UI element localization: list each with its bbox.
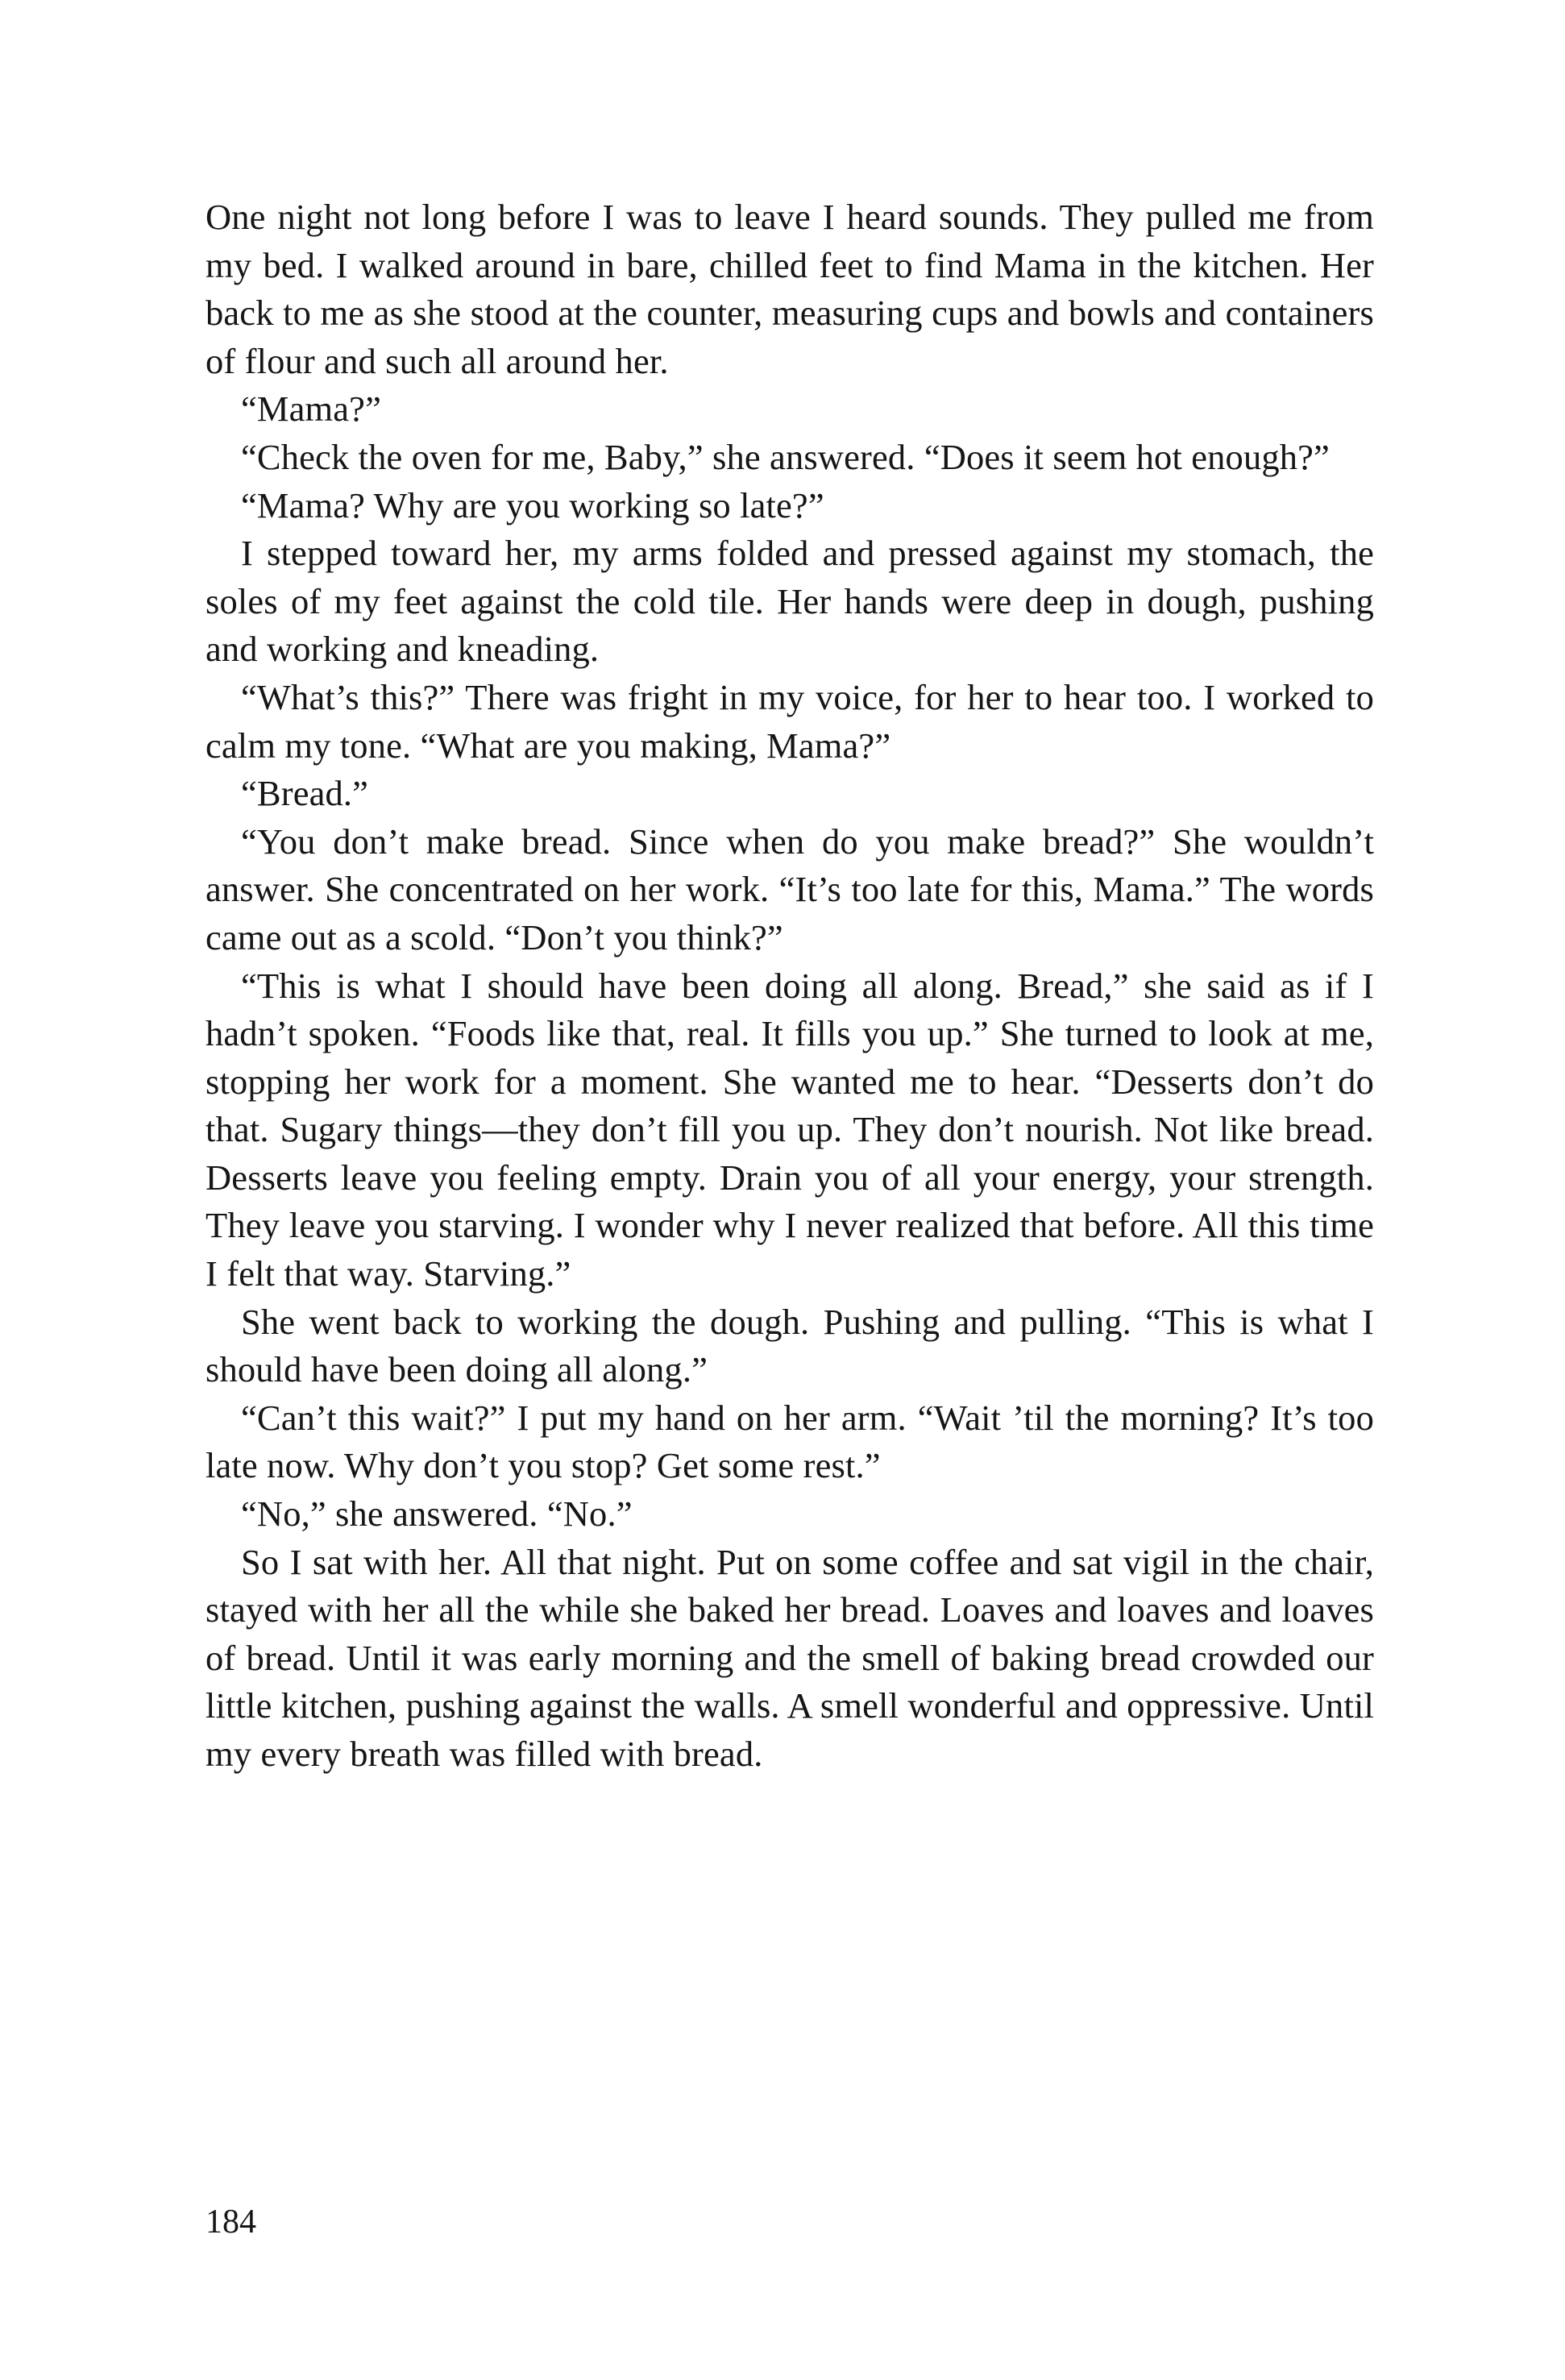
paragraph: “This is what I should have been doing all along. Bread,” she said as if I hadn’t spoken. “Foods like that, real. It fills you up.” She turned to look at me, stopping her work for a moment. She wanted me to hear. “Desserts don’t do that. Sugary things—they don’t fill you up. They don’t nourish. Not like bread. Desserts leave you feeling empty. Drain you of all your energy, your strength. They leave you starving. I wonder why I never realized that before. All this time I felt that way. Starving.” [205, 965, 1374, 1294]
paragraph: “No,” she answered. “No.” [241, 1493, 633, 1535]
paragraph: “Mama? Why are you working so late?” [241, 484, 824, 525]
paragraph: I stepped toward her, my arms folded and pressed against my stomach, the soles of my feet against the cold tile. Her hands were deep in dough, pushing and working and kneading. [205, 533, 1374, 670]
paragraph: “What’s this?” There was fright in my voice, for her to hear too. I worked to calm my tone. “What are you making, Mama?” [205, 676, 1374, 766]
paragraph: “You don’t make bread. Since when do you make bread?” She wouldn’t answer. She concentrated on her work. “It’s too late for this, Mama.” The words came out as a scold. “Don’t you think?” [205, 820, 1374, 957]
paragraph: She went back to working the dough. Pushing and pulling. “This is what I should have been doing all along.” [205, 1301, 1374, 1390]
paragraph: “Mama?” [241, 388, 381, 430]
paragraph: One night not long before I was to leave I heard sounds. They pulled me from my bed. I walked around in bare, chilled feet to find Mama in the kitchen. Her back to me as she stood at the counter, measuring cups and bowls and containers of flour and such all around her. [205, 197, 1374, 381]
page-number: 184 [205, 2203, 256, 2241]
paragraph: So I sat with her. All that night. Put on some coffee and sat vigil in the chair, stayed with her all the while she baked her bread. Loaves and loaves and loaves of bread. Until it was early morning and the smell of baking bread crowded our little kitchen, pushing against the walls. A smell wonderful and oppressive. Until my every breath was filled with bread. [205, 1541, 1374, 1774]
paragraph: “Bread.” [241, 773, 369, 814]
paragraph: “Can’t this wait?” I put my hand on her arm. “Wait ’til the morning? It’s too late now. Why don’t you stop? Get some rest.” [205, 1397, 1374, 1486]
paragraph: “Check the oven for me, Baby,” she answered. “Does it seem hot enough?” [241, 436, 1330, 477]
body-text [205, 193, 1374, 1779]
